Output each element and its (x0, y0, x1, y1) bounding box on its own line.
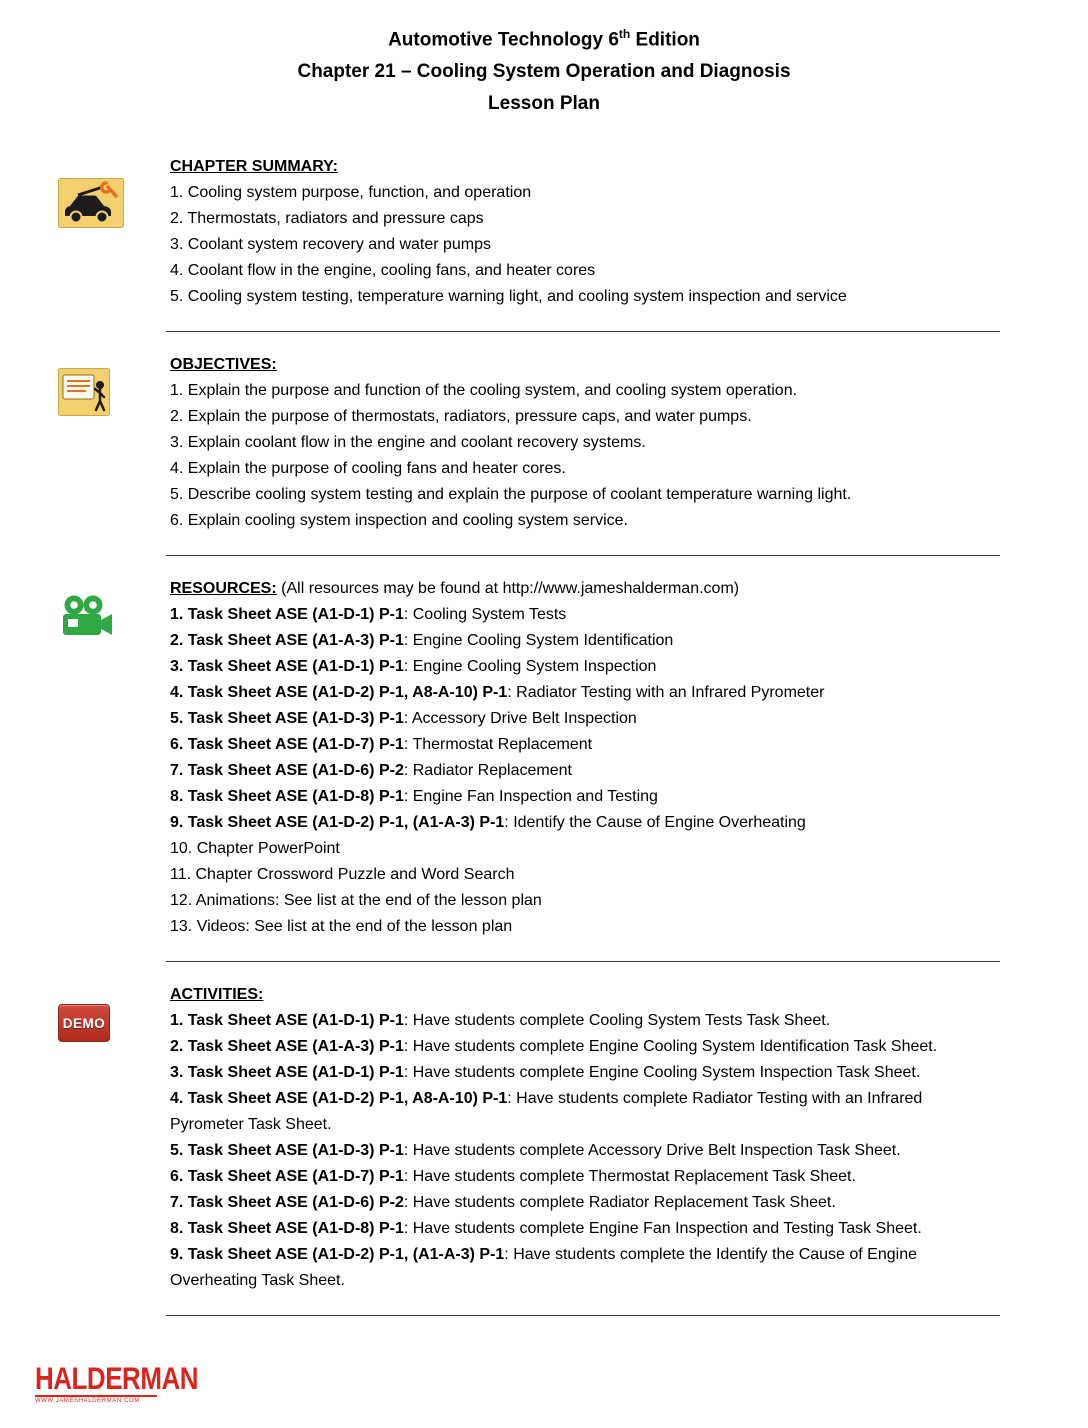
item-text: : Have students complete the Identify the Cause of Engine Overheating Task Sheet. (170, 1246, 917, 1290)
list-item (170, 732, 1000, 758)
list-item (170, 1060, 1000, 1086)
item-text: 1. Explain the purpose and function of the cooling system, and cooling system operation. (170, 382, 798, 400)
list-item (170, 206, 1000, 232)
list-item (170, 602, 1000, 628)
list-item (170, 404, 1000, 430)
item-text: : Engine Cooling System Inspection (403, 658, 657, 676)
list-item (170, 680, 1000, 706)
list-item (170, 1008, 1000, 1034)
item-text: : Engine Fan Inspection and Testing (403, 788, 658, 806)
list-item (170, 836, 1000, 862)
list-item (170, 1216, 1000, 1242)
item-text: 13. Videos: See list at the end of the lesson plan (170, 918, 513, 936)
list-item (170, 862, 1000, 888)
list-item (170, 284, 1000, 310)
document-title (0, 18, 1088, 120)
list-item (170, 706, 1000, 732)
section-heading: ACTIVITIES: (170, 986, 264, 1004)
title-line1-sup: th (618, 27, 631, 41)
item-text: : Have students complete Radiator Testing with an Infrared Pyrometer Task Sheet. (170, 1090, 923, 1134)
item-text: : Engine Cooling System Identification (403, 632, 674, 650)
item-text: : Have students complete Cooling System Tests Task Sheet. (403, 1012, 831, 1030)
list-item (170, 784, 1000, 810)
item-text: 2. Thermostats, radiators and pressure caps (170, 210, 484, 228)
section-divider (166, 961, 1000, 962)
section-heading: OBJECTIVES: (170, 356, 277, 374)
demo-badge (58, 1004, 110, 1042)
item-text: : Have students complete Radiator Replacement Task Sheet. (403, 1194, 836, 1212)
item-text: 12. Animations: See list at the end of the lesson plan (170, 892, 542, 910)
title-line-2: Chapter 21 – Cooling System Operation and Diagnosis (297, 61, 791, 83)
section-chapter-summary (170, 154, 1000, 310)
list-item (170, 180, 1000, 206)
logo-text: HALDERMAN (35, 1360, 199, 1397)
item-text: 5. Describe cooling system testing and explain the purpose of coolant temperature warning light. (170, 486, 852, 504)
item-bold-text: 7. Task Sheet ASE (A1-D-6) P-2 (170, 1194, 404, 1212)
item-bold-text: 8. Task Sheet ASE (A1-D-8) P-1 (170, 788, 404, 806)
demo-badge-icon (58, 1004, 110, 1042)
list-item (170, 482, 1000, 508)
car-repair-icon (58, 178, 124, 233)
list-item (170, 1164, 1000, 1190)
presentation-icon (58, 368, 110, 421)
item-text: : Cooling System Tests (403, 606, 567, 624)
item-text: : Have students complete Engine Cooling System Identification Task Sheet. (403, 1038, 938, 1056)
item-bold-text: 1. Task Sheet ASE (A1-D-1) P-1 (170, 606, 404, 624)
list-item (170, 888, 1000, 914)
section-heading: RESOURCES: (170, 580, 277, 598)
item-bold-text: 3. Task Sheet ASE (A1-D-1) P-1 (170, 658, 404, 676)
activities-list (170, 1008, 1000, 1294)
item-bold-text: 2. Task Sheet ASE (A1-A-3) P-1 (170, 1038, 404, 1056)
logo-tagline: WWW.JAMESHALDERMAN.COM (35, 1395, 157, 1404)
item-bold-text: 4. Task Sheet ASE (A1-D-2) P-1, A8-A-10) P-1 (170, 1090, 508, 1108)
item-text: : Have students complete Thermostat Replacement Task Sheet. (403, 1168, 856, 1186)
title-line1-main: Automotive Technology 6 (388, 29, 619, 51)
list-item (170, 654, 1000, 680)
item-text: : Have students complete Accessory Drive Belt Inspection Task Sheet. (403, 1142, 901, 1160)
resources-list (170, 602, 1000, 940)
item-text: 5. Cooling system testing, temperature warning light, and cooling system inspection and service (170, 288, 847, 306)
section-activities (62, 982, 1000, 1294)
list-item (170, 508, 1000, 534)
halderman-logo (35, 1360, 199, 1405)
list-item (170, 628, 1000, 654)
item-bold-text: 8. Task Sheet ASE (A1-D-8) P-1 (170, 1220, 404, 1238)
item-bold-text: 2. Task Sheet ASE (A1-A-3) P-1 (170, 632, 404, 650)
chapter-summary-list (170, 180, 1000, 310)
section-divider (166, 331, 1000, 332)
list-item (170, 1190, 1000, 1216)
item-bold-text: 7. Task Sheet ASE (A1-D-6) P-2 (170, 762, 404, 780)
item-text: : Accessory Drive Belt Inspection (403, 710, 637, 728)
list-item (170, 1138, 1000, 1164)
item-text: 6. Explain cooling system inspection and cooling system service. (170, 512, 628, 530)
section-heading: CHAPTER SUMMARY: (170, 158, 338, 176)
list-item (170, 1086, 1000, 1138)
demo-label: DEMO (62, 1015, 106, 1031)
item-bold-text: 3. Task Sheet ASE (A1-D-1) P-1 (170, 1064, 404, 1082)
item-bold-text: 9. Task Sheet ASE (A1-D-2) P-1, (A1-A-3) P-1 (170, 814, 505, 832)
list-item (170, 258, 1000, 284)
item-text: : Radiator Replacement (403, 762, 572, 780)
item-text: 11. Chapter Crossword Puzzle and Word Search (170, 866, 515, 884)
content-column (0, 120, 1088, 1316)
list-item (170, 232, 1000, 258)
item-bold-text: 5. Task Sheet ASE (A1-D-3) P-1 (170, 710, 404, 728)
item-text: 4. Coolant flow in the engine, cooling fans, and heater cores (170, 262, 596, 280)
item-text: 1. Cooling system purpose, function, and operation (170, 184, 532, 202)
list-item (170, 758, 1000, 784)
section-divider (166, 1315, 1000, 1316)
item-text: 10. Chapter PowerPoint (170, 840, 340, 858)
item-text: : Radiator Testing with an Infrared Pyrometer (507, 684, 825, 702)
section-divider (166, 555, 1000, 556)
title-line1-tail: Edition (630, 29, 700, 51)
resources-heading-line (170, 576, 1000, 602)
item-bold-text: 4. Task Sheet ASE (A1-D-2) P-1, A8-A-10) P-1 (170, 684, 508, 702)
title-line-1 (0, 18, 1088, 56)
section-objectives (170, 352, 1000, 534)
item-text: 4. Explain the purpose of cooling fans and heater cores. (170, 460, 566, 478)
item-text: 3. Explain coolant flow in the engine and coolant recovery systems. (170, 434, 646, 452)
list-item (170, 1242, 1000, 1294)
item-text: : Identify the Cause of Engine Overheating (504, 814, 806, 832)
video-camera-icon (58, 594, 114, 645)
item-text: : Thermostat Replacement (403, 736, 593, 754)
item-bold-text: 5. Task Sheet ASE (A1-D-3) P-1 (170, 1142, 404, 1160)
resources-heading-suffix: (All resources may be found at http://www.jameshalderman.com) (276, 580, 740, 598)
list-item (170, 810, 1000, 836)
item-text: : Have students complete Engine Cooling System Inspection Task Sheet. (403, 1064, 921, 1082)
item-bold-text: 6. Task Sheet ASE (A1-D-7) P-1 (170, 736, 404, 754)
list-item (170, 378, 1000, 404)
title-line-3: Lesson Plan (488, 93, 600, 115)
objectives-list (170, 378, 1000, 534)
item-bold-text: 6. Task Sheet ASE (A1-D-7) P-1 (170, 1168, 404, 1186)
item-bold-text: 1. Task Sheet ASE (A1-D-1) P-1 (170, 1012, 404, 1030)
section-resources (170, 576, 1000, 940)
list-item (170, 1034, 1000, 1060)
list-item (170, 456, 1000, 482)
list-item (170, 430, 1000, 456)
item-bold-text: 9. Task Sheet ASE (A1-D-2) P-1, (A1-A-3) P-1 (170, 1246, 505, 1264)
item-text: 3. Coolant system recovery and water pumps (170, 236, 492, 254)
list-item (170, 914, 1000, 940)
item-text: : Have students complete Engine Fan Inspection and Testing Task Sheet. (403, 1220, 922, 1238)
item-text: 2. Explain the purpose of thermostats, radiators, pressure caps, and water pumps. (170, 408, 752, 426)
